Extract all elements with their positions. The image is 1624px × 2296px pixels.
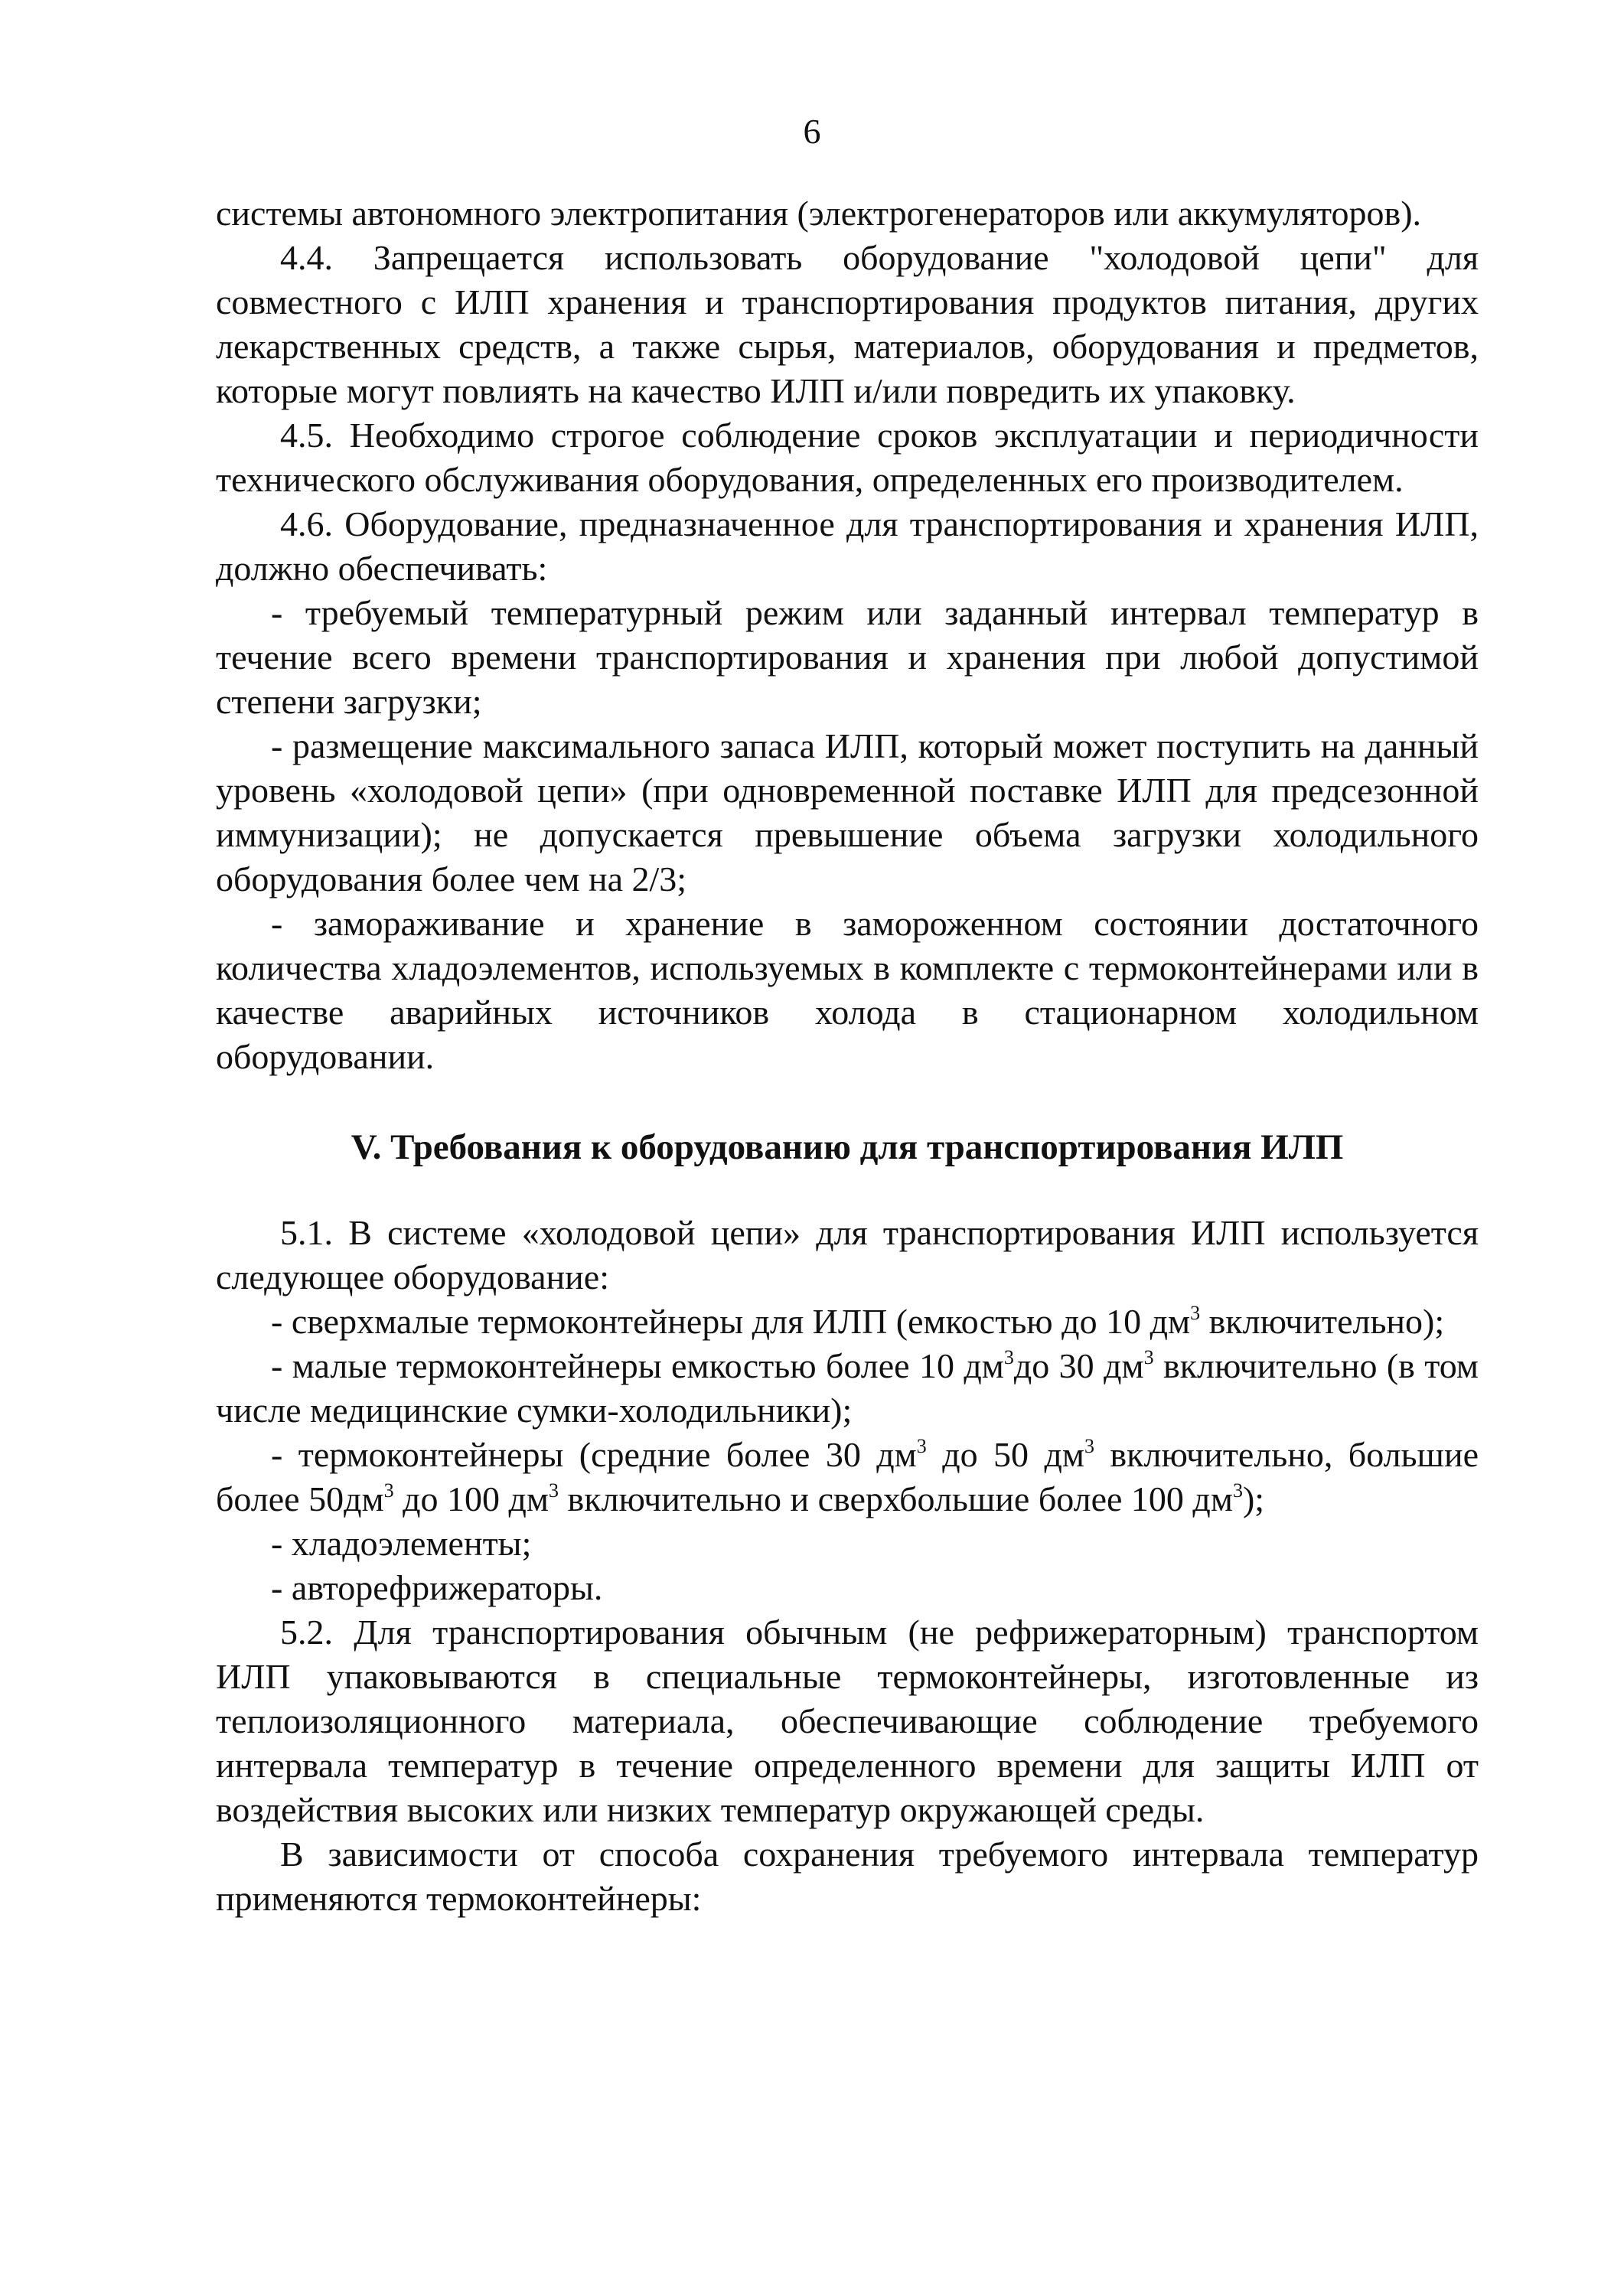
list-item: - сверхмалые термоконтейнеры для ИЛП (емкостью до 10 $дм^3$ включительно); (271, 1302, 1445, 1341)
paragraph-5-2: 5.2. Для транспортирования обычным (не рефрижераторным) транспортом ИЛП упаковываются в специальные термоконтейнеры, изготовленные из теплоизоляционного материала, обеспечивающие соблюдение требуемого интервала температур в течение определенного времени для защиты ИЛП от воздействия высоких или низких температур окружающей среды. (216, 1613, 1479, 1829)
document-body (216, 191, 1479, 1921)
page-number: 6 (803, 112, 821, 151)
list-item: - требуемый температурный режим или заданный интервал температур в течение всего времени транспортирования и хранения при любой допустимой степени загрузки; (216, 593, 1479, 721)
list-item: - термоконтейнеры (средние более 30 $дм^3$ до 50 $дм^3$ включительно, большие более $50дм^3$ до 100 $дм^3$ включительно и сверхбольшие более 100 $дм^3$); (216, 1435, 1479, 1518)
paragraph-4-4: 4.4. Запрещается использовать оборудование "холодовой цепи" для совместного с ИЛП хранения и транспортирования продуктов питания, других лекарственных средств, а также сырья, материалов, оборудования и предметов, которые могут повлиять на качество ИЛП и/или повредить их упаковку. (216, 238, 1479, 410)
section-heading: V. Требования к оборудованию для транспортирования ИЛП (351, 1127, 1344, 1167)
paragraph-final: В зависимости от способа сохранения требуемого интервала температур применяются термоконтейнеры: (216, 1835, 1479, 1918)
list-item: - авторефрижераторы. (271, 1568, 603, 1607)
paragraph-4-6: 4.6. Оборудование, предназначенное для транспортирования и хранения ИЛП, должно обеспечивать: (216, 504, 1479, 588)
paragraph-5-1: 5.1. В системе «холодовой цепи» для транспортирования ИЛП используется следующее оборудование: (216, 1213, 1479, 1296)
paragraph-continuation: системы автономного электропитания (электрогенераторов или аккумуляторов). (216, 194, 1422, 233)
list-item: - малые термоконтейнеры емкостью более 10 $дм^3до$ 30 $дм^3$ включительно (в том числе медицинские сумки-холодильники); (216, 1346, 1479, 1430)
list-item: - хладоэлементы; (271, 1524, 532, 1563)
list-item: - замораживание и хранение в замороженном состоянии достаточного количества хладоэлементов, используемых в комплекте с термоконтейнерами или в качестве аварийных источников холода в стационарном холодильном оборудовании. (216, 904, 1479, 1076)
list-item: - размещение максимального запаса ИЛП, который может поступить на данный уровень «холодовой цепи» (при одновременной поставке ИЛП для предсезонной иммунизации); не допускается превышение объема загрузки холодильного оборудования более чем на 2/3; (216, 726, 1479, 899)
paragraph-4-5: 4.5. Необходимо строгое соблюдение сроков эксплуатации и периодичности технического обслуживания оборудования, определенных его производителем. (216, 416, 1479, 499)
